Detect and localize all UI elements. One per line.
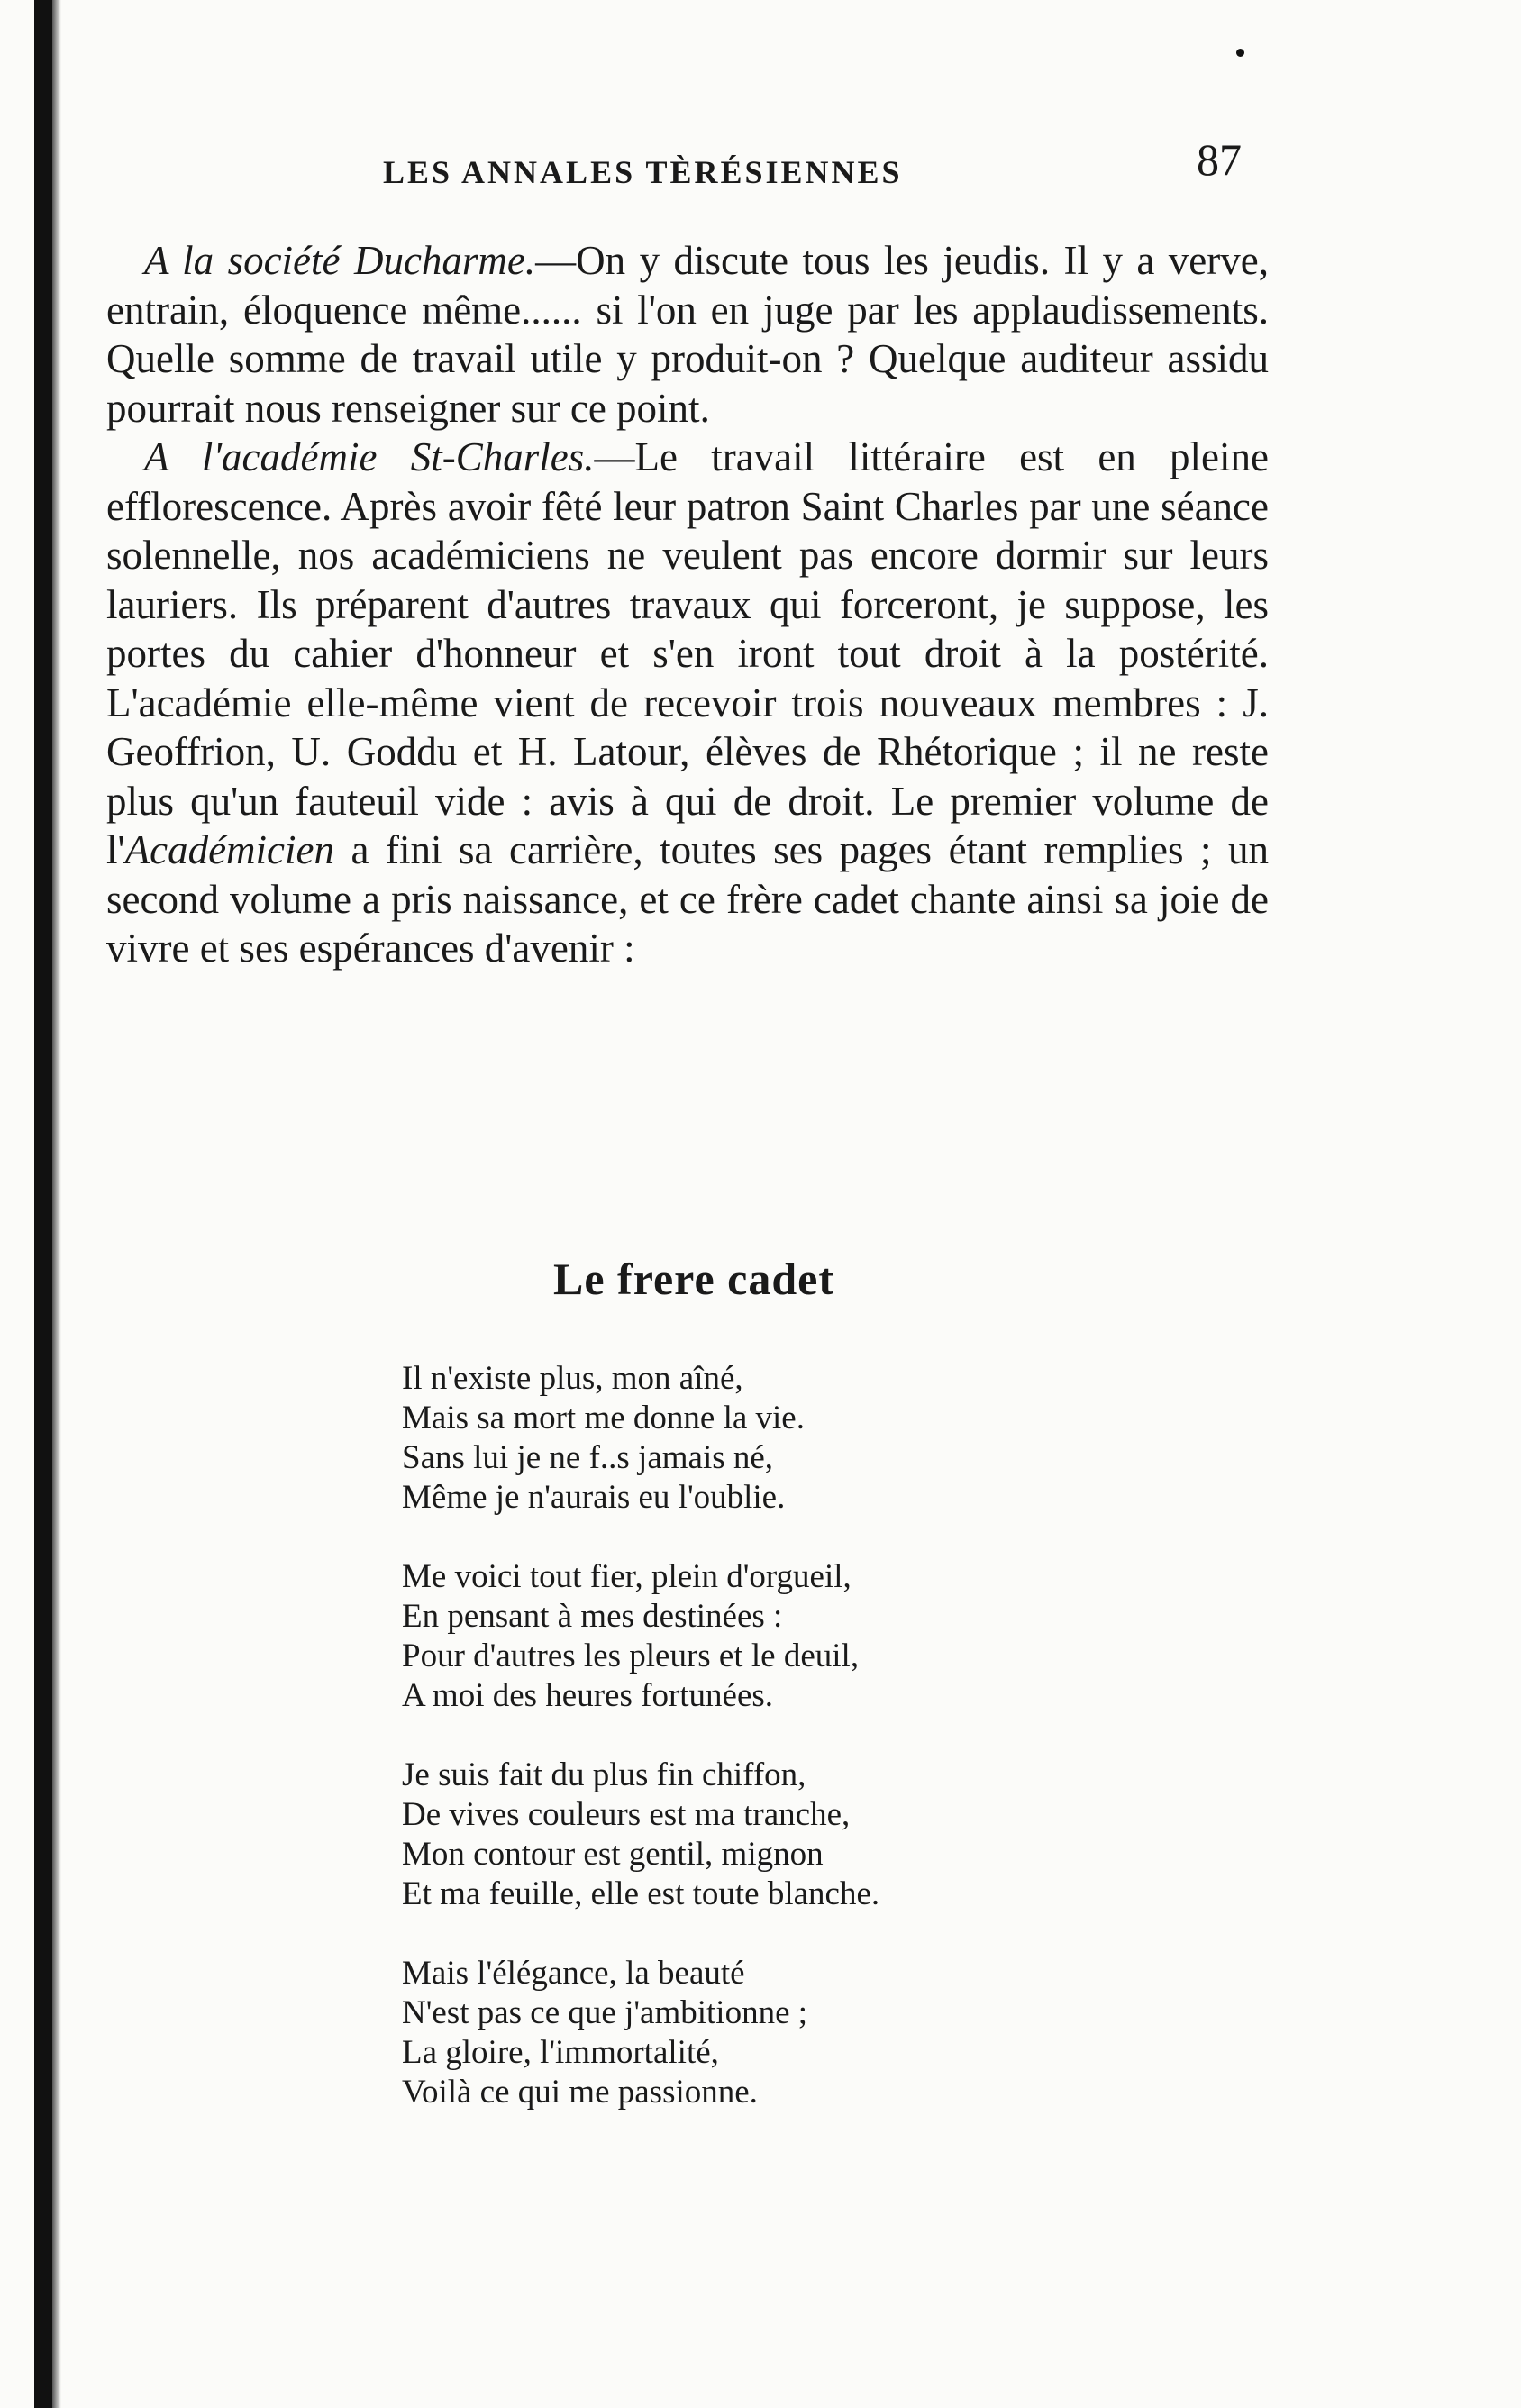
prose-body <box>106 236 1269 973</box>
poem-line: N'est pas ce que j'ambitionne ; <box>402 1994 808 2031</box>
ink-speck <box>1236 49 1244 57</box>
italic-title-academicien: Académicien <box>124 827 335 872</box>
poem-line: Me voici tout fier, plein d'orgueil, <box>402 1558 852 1595</box>
paragraph-text: —On y discute tous les jeudis. Il y a verve, entrain, éloquence même...... si l'on en juge par les applaudissements. Quelle somme de travail utile y produit-on ? Quelque auditeur assidu pourrait nous renseigner sur ce point. <box>106 238 1269 431</box>
running-title: LES ANNALES TÈRÉSIENNES <box>383 154 903 190</box>
poem-line: Il n'existe plus, mon aîné, <box>402 1360 743 1397</box>
poem-line: Pour d'autres les pleurs et le deuil, <box>402 1637 860 1674</box>
binding-shadow <box>52 0 61 2408</box>
poem-line: Mais l'élégance, la beauté <box>402 1955 745 1992</box>
poem-stanza <box>402 1557 879 1716</box>
poem-stanza <box>402 1756 879 1914</box>
binding-edge <box>34 0 52 2408</box>
paragraph-ducharme <box>106 236 1269 433</box>
poem-line: A moi des heures fortunées. <box>402 1677 774 1714</box>
page-number: 87 <box>1197 134 1242 185</box>
poem-line: Je suis fait du plus fin chiffon, <box>402 1756 806 1793</box>
paragraph-italic-lead: A l'académie St-Charles. <box>144 434 595 479</box>
poem-line: Mais sa mort me donne la vie. <box>402 1400 805 1437</box>
poem-stanza <box>402 1359 879 1518</box>
poem-line: Et ma feuille, elle est toute blanche. <box>402 1875 880 1912</box>
poem-line: Sans lui je ne f..s jamais né, <box>402 1439 774 1476</box>
poem-title: Le frere cadet <box>553 1254 834 1304</box>
poem-line: Mon contour est gentil, mignon <box>402 1836 824 1873</box>
paragraph-academie <box>106 433 1269 973</box>
poem-stanza <box>402 1954 879 2112</box>
paragraph-text: a fini sa carrière, toutes ses pages étant remplies ; un second volume a pris naissance, et ce frère cadet chante ainsi sa joie de vivre et ses espérances d'avenir : <box>106 827 1269 971</box>
poem-line: Voilà ce qui me passionne. <box>402 2074 758 2111</box>
poem-line: Même je n'aurais eu l'oublie. <box>402 1479 786 1516</box>
poem-line: En pensant à mes destinées : <box>402 1598 783 1635</box>
paragraph-italic-lead: A la société Ducharme. <box>144 238 536 283</box>
poem-line: La gloire, l'immortalité, <box>402 2034 719 2071</box>
poem <box>402 1359 879 2152</box>
paragraph-text: —Le travail littéraire est en pleine efflorescence. Après avoir fêté leur patron Saint Charles par une séance solennelle, nos académiciens ne veulent pas encore dormir sur leurs lauriers. Ils préparent d'autres travaux qui forceront, je suppose, les portes du cahier d'honneur et s'en iront tout droit à la postérité. L'académie elle-même vient de recevoir trois nouveaux membres : J. Geoffrion, U. Goddu et H. Latour, élèves de Rhétorique ; il ne reste plus qu'un fauteuil vide : avis à qui de droit. Le premier volume de l' <box>106 434 1269 872</box>
poem-line: De vives couleurs est ma tranche, <box>402 1796 851 1833</box>
